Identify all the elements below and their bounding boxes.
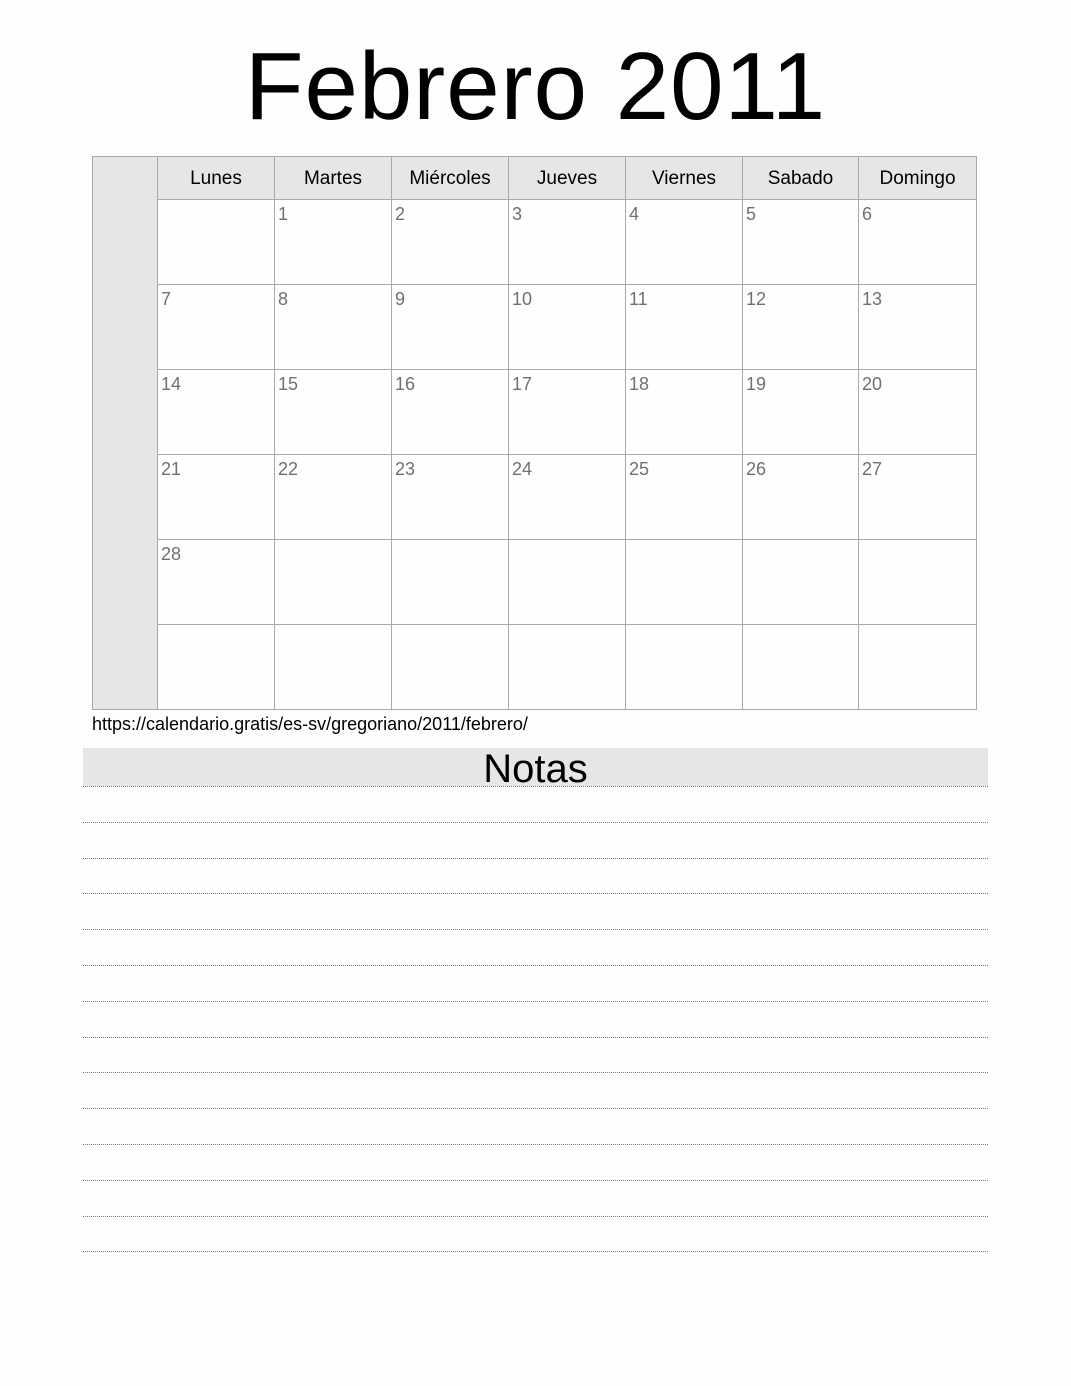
day-cell: 9 bbox=[392, 285, 509, 370]
calendar-days bbox=[158, 157, 976, 709]
note-line bbox=[83, 858, 988, 859]
day-cell: 6 bbox=[859, 200, 976, 285]
weekday-header: Lunes bbox=[158, 157, 275, 200]
day-cell bbox=[158, 625, 275, 710]
day-cell bbox=[275, 540, 392, 625]
day-cell: 8 bbox=[275, 285, 392, 370]
day-cell: 14 bbox=[158, 370, 275, 455]
weekday-header: Miércoles bbox=[392, 157, 509, 200]
day-cell bbox=[859, 540, 976, 625]
day-cell: 5 bbox=[743, 200, 859, 285]
weekday-header: Domingo bbox=[859, 157, 976, 200]
note-line bbox=[83, 786, 988, 787]
day-cell: 25 bbox=[626, 455, 743, 540]
day-cell: 23 bbox=[392, 455, 509, 540]
note-line bbox=[83, 965, 988, 966]
note-line bbox=[83, 1180, 988, 1181]
day-cell: 10 bbox=[509, 285, 626, 370]
day-cell: 26 bbox=[743, 455, 859, 540]
day-cell bbox=[509, 540, 626, 625]
calendar-grid bbox=[92, 156, 977, 710]
day-cell: 18 bbox=[626, 370, 743, 455]
note-line bbox=[83, 1251, 988, 1252]
source-url: https://calendario.gratis/es-sv/gregoriano/2011/febrero/ bbox=[92, 714, 528, 734]
day-cell bbox=[859, 625, 976, 710]
day-cell bbox=[743, 540, 859, 625]
page-title: Febrero 2011 bbox=[244, 33, 827, 140]
day-cell: 1 bbox=[275, 200, 392, 285]
note-line bbox=[83, 893, 988, 894]
day-cell: 17 bbox=[509, 370, 626, 455]
day-cell bbox=[158, 200, 275, 285]
day-cell: 4 bbox=[626, 200, 743, 285]
day-cell: 20 bbox=[859, 370, 976, 455]
day-cell: 7 bbox=[158, 285, 275, 370]
weekday-header: Martes bbox=[275, 157, 392, 200]
day-cell bbox=[509, 625, 626, 710]
day-cell: 15 bbox=[275, 370, 392, 455]
notes-heading: Notas bbox=[83, 748, 988, 786]
note-line bbox=[83, 1072, 988, 1073]
day-cell bbox=[626, 540, 743, 625]
note-line bbox=[83, 1216, 988, 1217]
day-cell bbox=[626, 625, 743, 710]
day-cell: 16 bbox=[392, 370, 509, 455]
week-number-column bbox=[93, 157, 158, 709]
day-cell: 12 bbox=[743, 285, 859, 370]
day-cell bbox=[392, 625, 509, 710]
day-cell bbox=[392, 540, 509, 625]
weekday-header: Jueves bbox=[509, 157, 626, 200]
note-line bbox=[83, 1001, 988, 1002]
day-cell: 19 bbox=[743, 370, 859, 455]
day-cell: 3 bbox=[509, 200, 626, 285]
day-cell: 22 bbox=[275, 455, 392, 540]
day-cell: 13 bbox=[859, 285, 976, 370]
note-line bbox=[83, 1037, 988, 1038]
day-cell: 27 bbox=[859, 455, 976, 540]
day-cell bbox=[275, 625, 392, 710]
note-line bbox=[83, 822, 988, 823]
day-cell: 24 bbox=[509, 455, 626, 540]
note-line bbox=[83, 1144, 988, 1145]
weekday-header: Viernes bbox=[626, 157, 743, 200]
note-line bbox=[83, 929, 988, 930]
note-line bbox=[83, 1108, 988, 1109]
day-cell: 2 bbox=[392, 200, 509, 285]
day-cell bbox=[743, 625, 859, 710]
day-cell: 11 bbox=[626, 285, 743, 370]
day-cell: 28 bbox=[158, 540, 275, 625]
weekday-header: Sabado bbox=[743, 157, 859, 200]
day-cell: 21 bbox=[158, 455, 275, 540]
